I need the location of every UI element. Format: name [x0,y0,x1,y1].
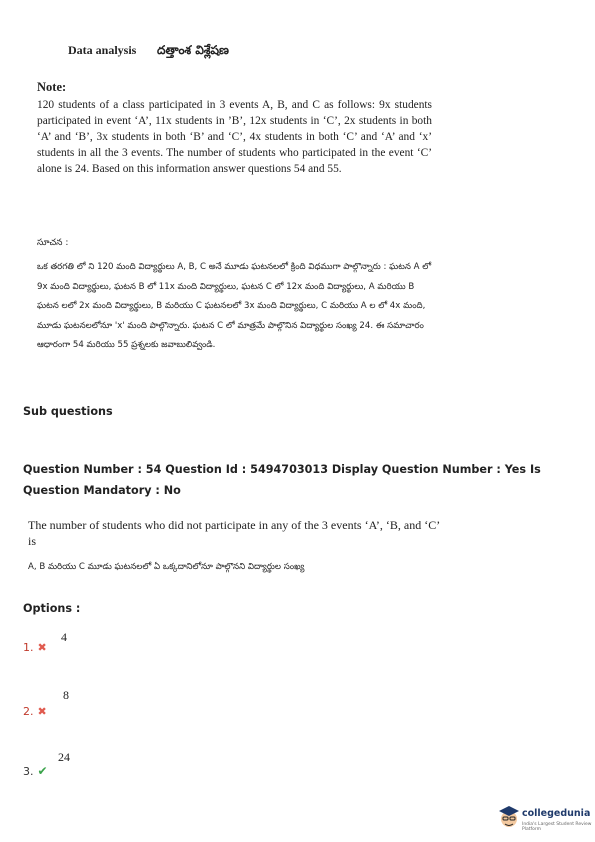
collegedunia-logo-icon [497,804,521,830]
cross-icon: ✖ [37,641,47,654]
option-3-value: 24 [58,750,70,764]
note-title: Note: [37,80,67,94]
option-1[interactable] [23,638,47,656]
option-1-value: 4 [61,630,67,644]
note-title-te: సూచన : [37,238,69,248]
brand-tagline: India's Largest Student Review Platform [522,822,592,832]
question-meta: Question Number : 54 Question Id : 5494703013 Display Question Number : Yes Is Question Mandatory : No [23,463,541,497]
option-3[interactable] [23,762,48,780]
section-title-te: దత్తాంశ విశ్లేషణ [157,43,229,57]
section-title-en: Data analysis [68,43,137,57]
cross-icon: ✖ [37,705,47,718]
brand-name: collegedunia [522,808,591,819]
sub-questions-heading: Sub questions [23,405,113,418]
option-number: 1. [23,641,34,654]
option-number: 2. [23,705,34,718]
option-number: 3. [23,765,34,778]
option-2[interactable] [23,702,47,720]
note-body-te: ఒక తరగతి లో ని 120 మంది విద్యార్థులు A, B, C అనే మూడు ఘటనలలో క్రింది విధముగా పాల్గొన్నారు : ఘటన A లో 9x మంది విద్యార్థులు, ఘటన B లో 11x మంది విద్యార్థులు, ఘటన C లో 12x మంది విద్యార్థులు, A మరియు B ఘటన లలో 2x మంది విద్యార్థులు, B మరియు C ఘటనలలో 3x మంది విద్యార్థులు, C మరియు A ల లో 4x మంది, మూడు ఘటనలలోనూ 'x' మంది పాల్గొన్నారు. ఘటన C లో మాత్రమే పాల్గొనిన విద్యార్థుల సంఖ్య 24. ఈ సమాచారం ఆధారంగా 54 మరియు 55 ప్రశ్నలకు జవాబులివ్వండి. [37,262,432,351]
question-text-te: A, B మరియు C మూడు ఘటనలలో ఏ ఒక్కదానిలోనూ పాల్గొనని విద్యార్థుల సంఖ్య [28,562,305,572]
option-2-value: 8 [63,688,69,702]
note-body: 120 students of a class participated in 3 events A, B, and C as follows: 9x students participated in event ‘A’, 11x students in ’B’, 12x students in ‘C’, 2x students in both ‘A’ and ‘B’, 3x students in both ‘B’ and ‘C’, 4x students in both ‘C’ and ‘A’ and ‘x’ students in all the 3 events. The number of students who participated in the event ‘C’ alone is 24. Based on this information answer questions 54 and 55. [37,99,432,175]
check-icon: ✔ [37,764,48,778]
options-heading: Options : [23,602,81,615]
question-text-en: The number of students who did not participate in any of the 3 events ‘A’, ‘B, and ‘C’ is [28,518,440,548]
